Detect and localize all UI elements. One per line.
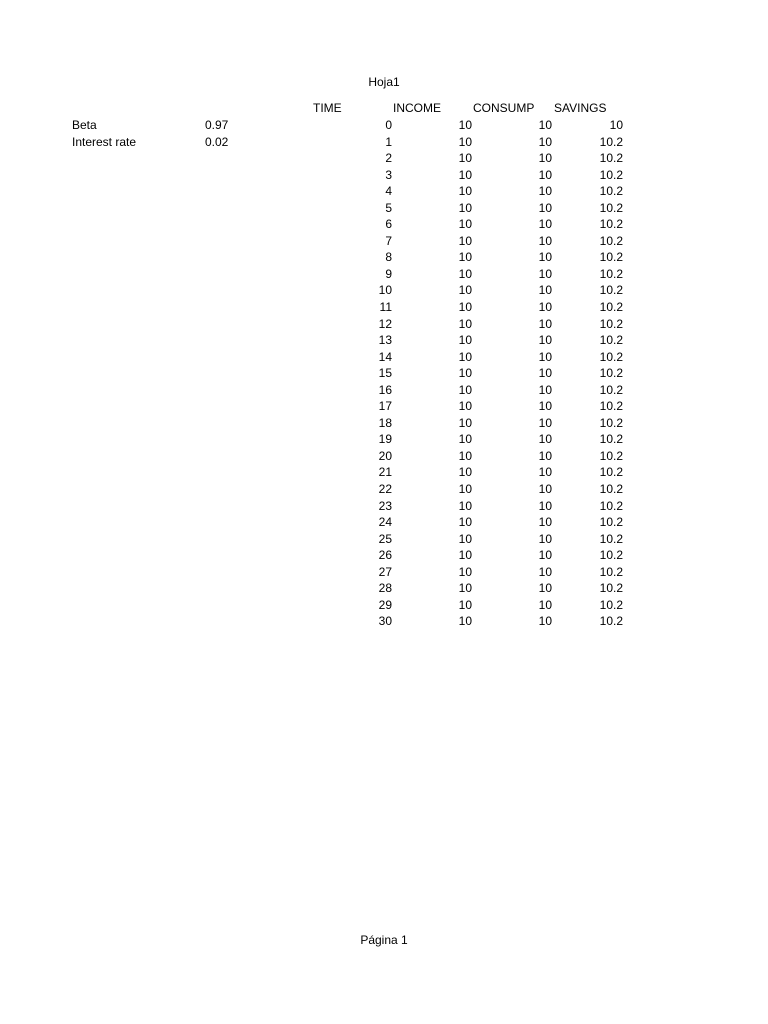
cell-income: 10 [458, 531, 472, 546]
cell-savings: 10.2 [599, 316, 623, 331]
table-row [0, 299, 768, 316]
param-value: 0.02 [205, 134, 229, 149]
cell-savings: 10.2 [599, 250, 623, 265]
cell-income: 10 [458, 548, 472, 563]
cell-time: 3 [385, 167, 392, 182]
cell-time: 17 [378, 399, 392, 414]
cell-time: 5 [385, 200, 392, 215]
table-row [0, 365, 768, 382]
header-income: INCOME [393, 101, 441, 115]
cell-income: 10 [458, 614, 472, 629]
cell-income: 10 [458, 217, 472, 232]
table-row [0, 597, 768, 614]
data-table [0, 117, 768, 630]
cell-consump: 10 [538, 134, 552, 149]
cell-income: 10 [458, 349, 472, 364]
cell-savings: 10.2 [599, 382, 623, 397]
cell-income: 10 [458, 316, 472, 331]
cell-consump: 10 [538, 266, 552, 281]
cell-time: 1 [385, 134, 392, 149]
table-row [0, 531, 768, 548]
cell-savings: 10.2 [599, 200, 623, 215]
cell-savings: 10.2 [599, 465, 623, 480]
cell-savings: 10.2 [599, 548, 623, 563]
cell-income: 10 [458, 498, 472, 513]
cell-savings: 10.2 [599, 349, 623, 364]
cell-income: 10 [458, 432, 472, 447]
cell-savings: 10.2 [599, 448, 623, 463]
cell-time: 7 [385, 233, 392, 248]
cell-consump: 10 [538, 465, 552, 480]
cell-consump: 10 [538, 300, 552, 315]
table-row [0, 415, 768, 432]
cell-time: 8 [385, 250, 392, 265]
cell-income: 10 [458, 333, 472, 348]
table-row [0, 282, 768, 299]
cell-savings: 10.2 [599, 151, 623, 166]
cell-income: 10 [458, 597, 472, 612]
cell-income: 10 [458, 184, 472, 199]
cell-income: 10 [458, 382, 472, 397]
cell-consump: 10 [538, 151, 552, 166]
cell-consump: 10 [538, 167, 552, 182]
cell-income: 10 [458, 399, 472, 414]
cell-time: 18 [378, 415, 392, 430]
cell-savings: 10.2 [599, 564, 623, 579]
cell-time: 0 [385, 118, 392, 132]
cell-income: 10 [458, 515, 472, 530]
cell-savings: 10.2 [599, 233, 623, 248]
table-header-row [0, 100, 768, 116]
cell-consump: 10 [538, 382, 552, 397]
cell-savings: 10.2 [599, 597, 623, 612]
cell-income: 10 [458, 482, 472, 497]
table-row [0, 349, 768, 366]
cell-time: 22 [378, 482, 392, 497]
table-row [0, 498, 768, 515]
cell-time: 9 [385, 266, 392, 281]
cell-income: 10 [458, 283, 472, 298]
cell-income: 10 [458, 581, 472, 596]
cell-time: 19 [378, 432, 392, 447]
cell-consump: 10 [538, 283, 552, 298]
cell-time: 28 [378, 581, 392, 596]
cell-income: 10 [458, 200, 472, 215]
cell-time: 25 [378, 531, 392, 546]
table-row [0, 266, 768, 283]
cell-savings: 10.2 [599, 184, 623, 199]
cell-consump: 10 [538, 217, 552, 232]
cell-consump: 10 [538, 316, 552, 331]
cell-time: 13 [378, 333, 392, 348]
table-row [0, 117, 768, 134]
param-label: Interest rate [72, 134, 137, 149]
table-row [0, 134, 768, 151]
cell-consump: 10 [538, 515, 552, 530]
page-footer: Página 1 [360, 933, 408, 947]
table-row [0, 398, 768, 415]
table-row [0, 233, 768, 250]
cell-time: 29 [378, 597, 392, 612]
cell-savings: 10.2 [599, 614, 623, 629]
header-time: TIME [313, 101, 342, 115]
cell-savings: 10.2 [599, 482, 623, 497]
cell-consump: 10 [538, 448, 552, 463]
cell-savings: 10 [609, 118, 623, 132]
header-savings: SAVINGS [554, 101, 607, 115]
param-label: Beta [72, 118, 97, 132]
cell-consump: 10 [538, 349, 552, 364]
cell-income: 10 [458, 167, 472, 182]
table-row [0, 580, 768, 597]
cell-consump: 10 [538, 581, 552, 596]
cell-savings: 10.2 [599, 515, 623, 530]
cell-consump: 10 [538, 118, 552, 132]
table-row [0, 613, 768, 630]
cell-income: 10 [458, 415, 472, 430]
cell-consump: 10 [538, 432, 552, 447]
cell-savings: 10.2 [599, 415, 623, 430]
cell-time: 4 [385, 184, 392, 199]
cell-income: 10 [458, 118, 472, 132]
cell-time: 21 [378, 465, 392, 480]
table-row [0, 183, 768, 200]
table-row [0, 481, 768, 498]
cell-consump: 10 [538, 200, 552, 215]
cell-savings: 10.2 [599, 498, 623, 513]
cell-consump: 10 [538, 564, 552, 579]
cell-income: 10 [458, 233, 472, 248]
cell-income: 10 [458, 266, 472, 281]
cell-consump: 10 [538, 333, 552, 348]
cell-income: 10 [458, 366, 472, 381]
cell-consump: 10 [538, 548, 552, 563]
cell-time: 11 [379, 300, 392, 315]
cell-time: 23 [378, 498, 392, 513]
cell-time: 20 [378, 448, 392, 463]
cell-consump: 10 [538, 614, 552, 629]
cell-savings: 10.2 [599, 266, 623, 281]
table-row [0, 448, 768, 465]
cell-time: 6 [385, 217, 392, 232]
cell-consump: 10 [538, 531, 552, 546]
cell-consump: 10 [538, 399, 552, 414]
cell-consump: 10 [538, 415, 552, 430]
cell-income: 10 [458, 134, 472, 149]
cell-savings: 10.2 [599, 283, 623, 298]
table-row [0, 514, 768, 531]
sheet-title: Hoja1 [368, 75, 400, 89]
header-consump: CONSUMP [473, 101, 535, 115]
cell-income: 10 [458, 151, 472, 166]
cell-consump: 10 [538, 250, 552, 265]
table-row [0, 167, 768, 184]
table-row [0, 464, 768, 481]
table-row [0, 382, 768, 399]
table-row [0, 150, 768, 167]
table-row [0, 316, 768, 333]
table-row [0, 431, 768, 448]
cell-savings: 10.2 [599, 581, 623, 596]
cell-savings: 10.2 [599, 300, 623, 315]
param-value: 0.97 [205, 118, 229, 132]
cell-consump: 10 [538, 233, 552, 248]
cell-income: 10 [458, 465, 472, 480]
cell-consump: 10 [538, 597, 552, 612]
cell-savings: 10.2 [599, 217, 623, 232]
cell-time: 30 [378, 614, 392, 629]
cell-time: 27 [378, 564, 392, 579]
table-row [0, 200, 768, 217]
cell-savings: 10.2 [599, 399, 623, 414]
cell-consump: 10 [538, 498, 552, 513]
cell-savings: 10.2 [599, 531, 623, 546]
cell-time: 10 [378, 283, 392, 298]
table-row [0, 216, 768, 233]
cell-consump: 10 [538, 366, 552, 381]
table-row [0, 564, 768, 581]
cell-time: 12 [378, 316, 392, 331]
cell-time: 16 [378, 382, 392, 397]
cell-savings: 10.2 [599, 432, 623, 447]
cell-time: 14 [378, 349, 392, 364]
cell-consump: 10 [538, 184, 552, 199]
cell-income: 10 [458, 300, 472, 315]
table-row [0, 332, 768, 349]
cell-consump: 10 [538, 482, 552, 497]
cell-time: 2 [385, 151, 392, 166]
cell-savings: 10.2 [599, 333, 623, 348]
cell-savings: 10.2 [599, 167, 623, 182]
cell-time: 26 [378, 548, 392, 563]
cell-income: 10 [458, 564, 472, 579]
cell-income: 10 [458, 250, 472, 265]
cell-time: 15 [378, 366, 392, 381]
cell-income: 10 [458, 448, 472, 463]
cell-time: 24 [378, 515, 392, 530]
cell-savings: 10.2 [599, 134, 623, 149]
table-row [0, 547, 768, 564]
table-row [0, 249, 768, 266]
cell-savings: 10.2 [599, 366, 623, 381]
